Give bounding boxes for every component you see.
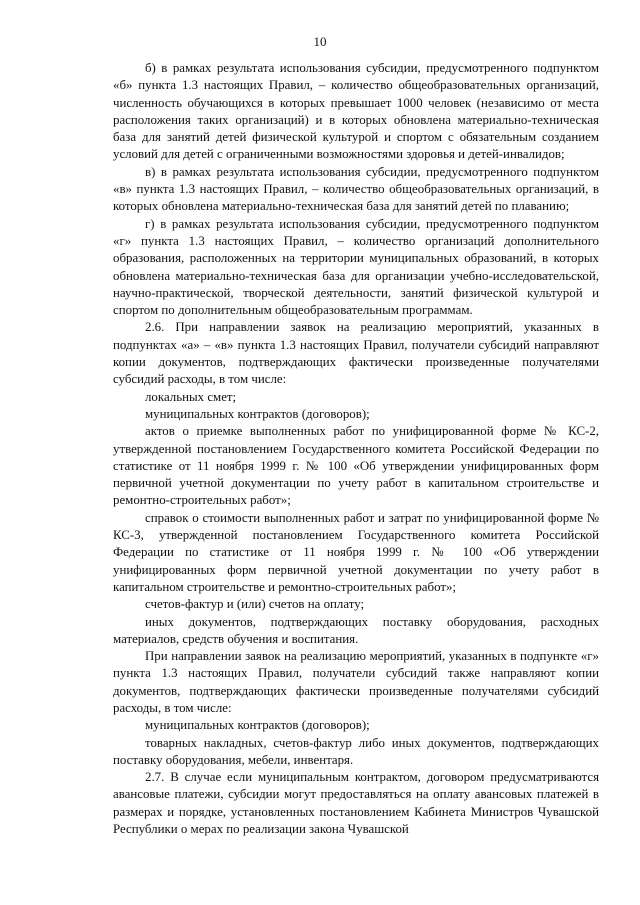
document-body <box>113 60 599 838</box>
list-item-ks2-acts: актов о приемке выполненных работ по унифицированной форме № КС-2, утвержденной постановлением Государственного комитета Российской Федерации по статистике от 11 ноября 1999 г. № 100 «Об утверждении унифицированных форм первичной учетной документации по учету работ в капитальном строительстве и ремонтно-строительных работ»; <box>113 424 599 508</box>
paragraph-2-5-v: в) в рамках результата использования субсидии, предусмотренного подпунктом «в» пункта 1.3 настоящих Правил, – количество общеобразовательных организаций, в которых обновлена материально-техническая база для занятий детей по плаванию; <box>113 164 599 214</box>
list-item-local-estimates: локальных смет; <box>145 389 237 404</box>
list-item-invoices: счетов-фактур и (или) счетов на оплату; <box>145 597 365 612</box>
list-item-other-documents: иных документов, подтверждающих поставку оборудования, расходных материалов, средств обучения и воспитания. <box>113 614 599 646</box>
paragraph-2-6: 2.6. При направлении заявок на реализацию мероприятий, указанных в подпунктах «а» – «в» пункта 1.3 настоящих Правил, получатели субсидий направляют копии документов, подтверждающих фактически произведенные получателями субсидий расходы, в том числе: <box>113 320 599 387</box>
page-number: 10 <box>313 34 327 49</box>
list-item-municipal-contracts-2: муниципальных контрактов (договоров); <box>145 718 370 733</box>
paragraph-subitem-g-applications: При направлении заявок на реализацию мероприятий, указанных в подпункте «г» пункта 1.3 настоящих Правил, получатели субсидий также направляют копии документов, подтверждающих фактически произведенные получателями субсидий расходы, в том числе: <box>113 649 599 715</box>
list-item-municipal-contracts: муниципальных контрактов (договоров); <box>145 406 370 421</box>
paragraph-2-7: 2.7. В случае если муниципальным контрактом, договором предусматриваются авансовые платежи, субсидии могут предоставляться на оплату авансовых платежей в размерах и порядке, установленных постановлением Кабинета Министров Чувашской Республики о мерах по реализации закона Чувашской <box>113 770 599 837</box>
list-item-ks3-certificates: справок о стоимости выполненных работ и затрат по унифицированной форме № КС-3, утвержденной постановлением Государственного комитета Российской Федерации по статистике от 11 ноября 1999 г. № 100 «Об утверждении унифицированных форм первичной учетной документации по учету работ в капитальном строительстве и ремонтно-строительных работ»; <box>113 510 599 594</box>
list-item-waybills: товарных накладных, счетов-фактур либо иных документов, подтверждающих поставку оборудования, мебели, инвентаря. <box>113 735 599 767</box>
paragraph-2-5-b: б) в рамках результата использования субсидии, предусмотренного подпунктом «б» пункта 1.3 настоящих Правил, – количество общеобразовательных организаций, численность обучающихся в которых превышает 1000 человек (независимо от места расположения таких организаций) и в которых обновлена материально-техническая база для занятий детей физической культурой и спортом с обязательным созданием условий для детей с ограниченными возможностями здоровья и детей-инвалидов; <box>113 61 599 162</box>
paragraph-2-5-g: г) в рамках результата использования субсидии, предусмотренного подпунктом «г» пункта 1.3 настоящих Правил, – количество организаций дополнительного образования, расположенных на территории муниципальных образований, в которых обновлена материально-техническая база для организации учебно-исследовательской, научно-практической, творческой деятельности, занятий физической культурой и спортом по дополнительным общеобразовательным программам. <box>113 216 599 318</box>
